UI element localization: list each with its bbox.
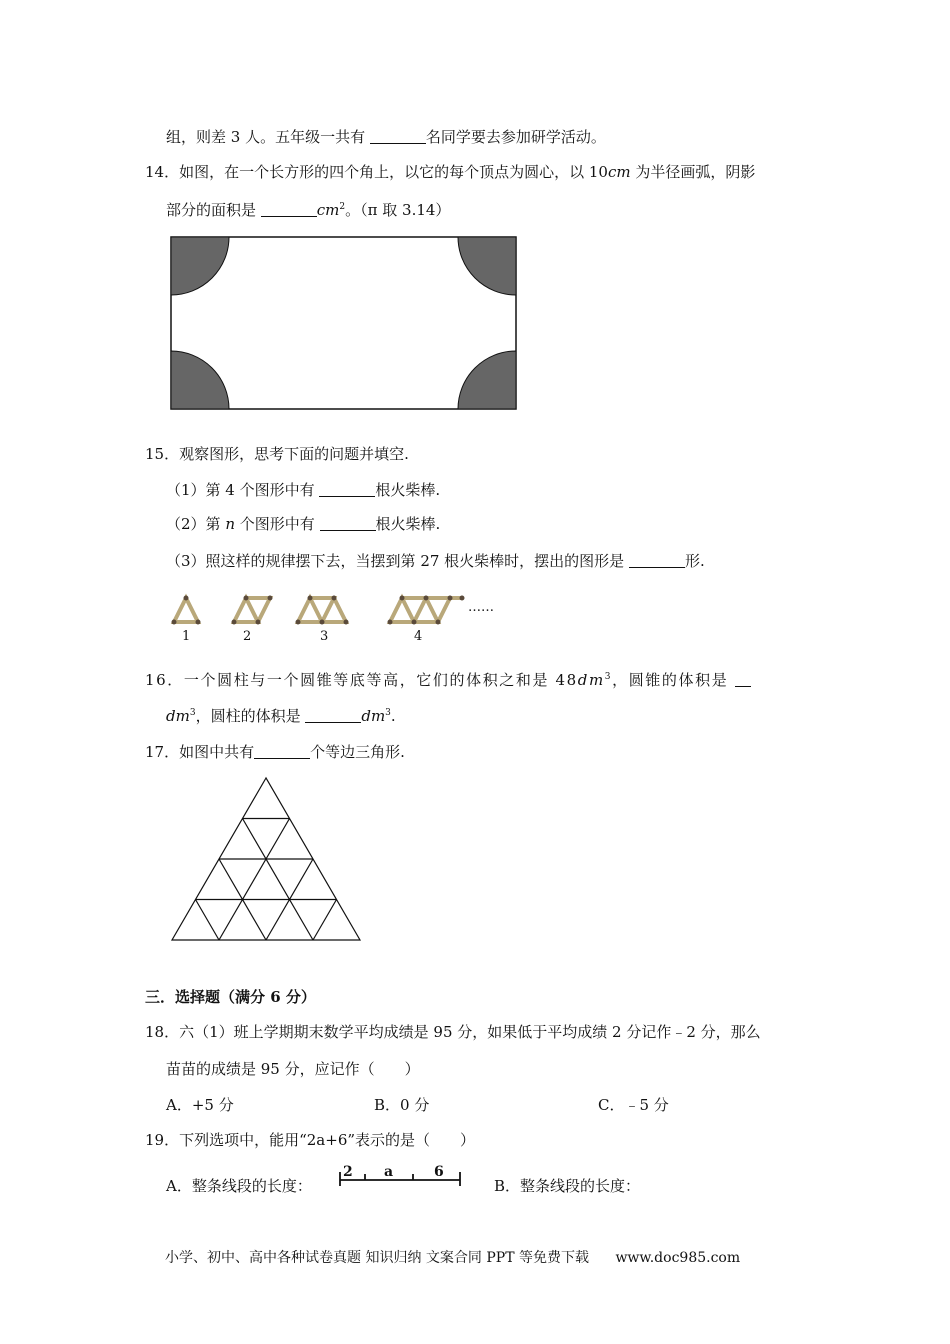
segment-label-6: 6 bbox=[434, 1164, 444, 1180]
q14-line1: 14．如图，在一个长方形的四个角上，以它的每个顶点为圆心，以 10cm 为半径画弧，阴影 bbox=[145, 163, 756, 181]
q15-part2: （2）第 n 个图形中有 根火柴棒. bbox=[166, 515, 441, 533]
figure-label-3: 3 bbox=[320, 629, 329, 644]
q15-stem: 15．观察图形，思考下面的问题并填空. bbox=[145, 445, 409, 463]
q15-part3: （3）照这样的规律摆下去，当摆到第 27 根火柴棒时，摆出的图形是 形. bbox=[166, 552, 705, 570]
q18-option-c[interactable]: C．﹣5 分 bbox=[598, 1096, 669, 1114]
footer-text: 小学、初中、高中各种试卷真题 知识归纳 文案合同 PPT 等免费下载 bbox=[165, 1250, 589, 1266]
q13-line: 组，则差 3 人。五年级一共有 名同学要去参加研学活动。 bbox=[166, 128, 606, 146]
q18-option-b[interactable]: B．0 分 bbox=[374, 1096, 430, 1114]
figure-label-2: 2 bbox=[243, 629, 252, 644]
q17-line: 17．如图中共有 个等边三角形. bbox=[145, 743, 405, 761]
q16-line2: $dm^3$，圆柱的体积是 $dm^3$. bbox=[166, 707, 396, 725]
q19-option-a[interactable]: A．整条线段的长度： bbox=[166, 1177, 312, 1195]
ellipsis: …… bbox=[468, 600, 494, 615]
figure-label-1: 1 bbox=[182, 629, 191, 644]
q18-line1: 18．六（1）班上学期期末数学平均成绩是 95 分，如果低于平均成绩 2 分记作﹣2 分，那么 bbox=[145, 1023, 761, 1041]
q18-line2: 苗苗的成绩是 95 分，应记作（ ） bbox=[166, 1060, 420, 1078]
section-title: 三．选择题（满分 6 分） bbox=[145, 988, 316, 1006]
q16-line1: 16．一个圆柱与一个圆锥等底等高，它们的体积之和是 $48dm^3$，圆锥的体积是 bbox=[145, 670, 751, 690]
q14-line2: 部分的面积是 $cm^2$。（π 取 3.14） bbox=[166, 201, 451, 219]
q19-option-b[interactable]: B．整条线段的长度： bbox=[494, 1177, 641, 1195]
segment-label-a: a bbox=[384, 1164, 394, 1180]
q19-stem: 19．下列选项中，能用“2a+6”表示的是（ ） bbox=[145, 1131, 476, 1149]
footer-link[interactable]: www.doc985.com bbox=[615, 1250, 741, 1266]
footer bbox=[165, 1247, 740, 1267]
q18-option-a[interactable]: A．+5 分 bbox=[166, 1096, 234, 1114]
q15-part1: （1）第 4 个图形中有 根火柴棒. bbox=[166, 481, 441, 499]
segment-label-2: 2 bbox=[343, 1164, 353, 1180]
figure-label-4: 4 bbox=[414, 629, 423, 644]
